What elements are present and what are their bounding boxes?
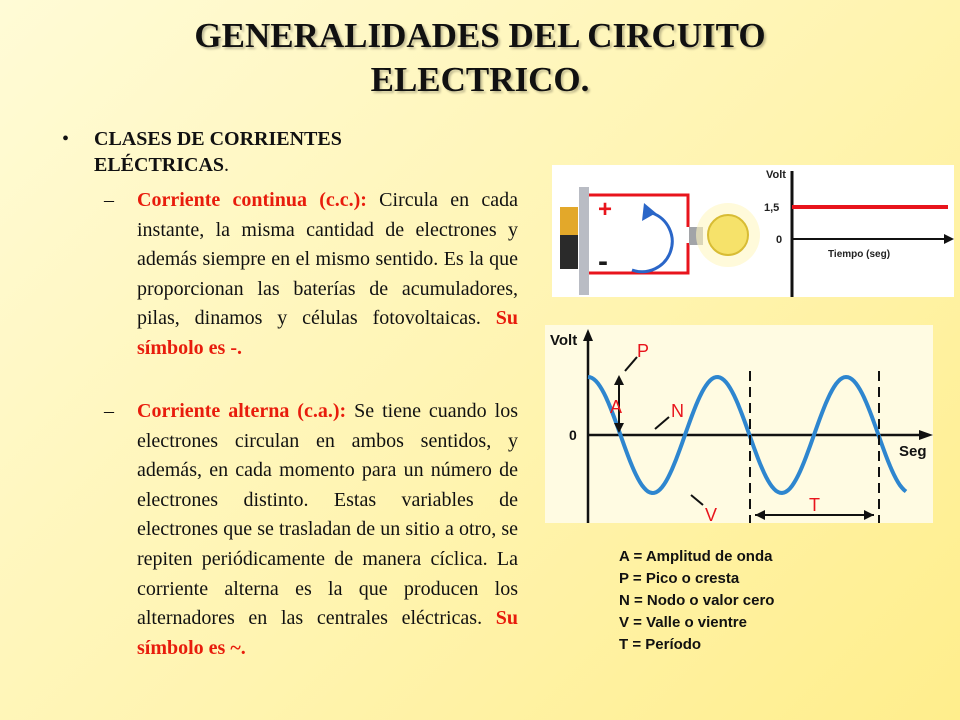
node-pointer (655, 417, 669, 429)
dc-tick-0: 0 (776, 234, 783, 246)
title-line-1: GENERALIDADES DEL CIRCUITO (194, 16, 766, 55)
period-arrow-left (755, 510, 765, 520)
legend-item-node: N = Nodo o valor cero (619, 592, 775, 609)
dc-dash: – (104, 189, 114, 211)
wave-legend (619, 546, 774, 656)
bullet-heading-text: CLASES DE CORRIENTES ELÉCTRICAS (94, 128, 342, 176)
ac-dash: – (104, 400, 114, 422)
ac-label: Corriente alterna (c.a.): (137, 400, 347, 422)
bullet-heading-period: . (224, 154, 230, 176)
bullet-current-types (62, 126, 412, 178)
ac-symbol: Su símbolo es ~. (137, 607, 518, 659)
bullet-heading (94, 126, 412, 178)
dc-minus-sign: - (598, 245, 608, 278)
period-arrow-right (864, 510, 874, 520)
dc-illustration (552, 165, 954, 297)
current-arrow (632, 213, 672, 272)
bullet-dot: • (62, 128, 70, 150)
legend-item-valley: V = Valle o vientre (619, 614, 747, 631)
dc-x-arrow (944, 234, 954, 244)
dc-symbol: Su símbolo es -. (137, 307, 518, 359)
amplitude-arrow-bottom (614, 423, 624, 433)
legend-item-period: T = Período (619, 636, 702, 653)
page-title (90, 14, 870, 102)
legend-item-peak: P = Pico o cresta (619, 570, 740, 587)
current-arrow-head (642, 203, 656, 221)
ac-text: Se tiene cuando los electrones circulan en ambos sentidos, y además, en cada momento para un número de electrones distinto. Estas variables de electrones que se trasladan de un sitio a otro, se repiten periódicamente de manera cíclica. La corriente alterna es la que producen los alternadores en las centrales eléctricas. (137, 400, 518, 630)
ac-axis-volt: Volt (550, 332, 578, 349)
bulb (708, 215, 748, 255)
dc-svg (552, 165, 954, 297)
label-p: P (637, 341, 650, 361)
peak-pointer (625, 357, 637, 371)
ac-x-arrow (919, 430, 933, 440)
ac-body (137, 397, 518, 663)
dc-body (137, 186, 518, 364)
valley-pointer (691, 495, 703, 505)
title-line-2: ELECTRICO. (370, 60, 590, 99)
label-t: T (809, 495, 820, 515)
dc-text: Circula en cada instante, la misma cantidad de electrones y además siempre en el mismo sentido. Es la que proporcionan las baterías de acumuladores, pilas, dinamos y células fotovoltaicas. (137, 189, 519, 330)
ac-axis-seg: Seg (899, 443, 927, 460)
ac-origin: 0 (569, 427, 577, 443)
ac-svg (545, 325, 933, 523)
battery-top (560, 207, 578, 235)
amplitude-arrow-top (614, 375, 624, 385)
dc-tick-15: 1,5 (764, 202, 780, 214)
dc-axis-time: Tiempo (seg) (828, 249, 891, 260)
label-v: V (705, 505, 718, 523)
ac-paragraph (104, 397, 518, 663)
ac-illustration (545, 325, 933, 523)
legend-item-amplitude: A = Amplitud de onda (619, 548, 773, 565)
battery-plate (579, 187, 589, 295)
dc-paragraph (104, 186, 518, 364)
dc-plus-sign: + (598, 196, 613, 223)
label-n: N (671, 401, 684, 421)
dc-axis-volt: Volt (766, 169, 786, 181)
label-a: A (610, 397, 623, 417)
dc-label: Corriente continua (c.c.): (137, 189, 367, 211)
ac-y-arrow (583, 329, 593, 341)
